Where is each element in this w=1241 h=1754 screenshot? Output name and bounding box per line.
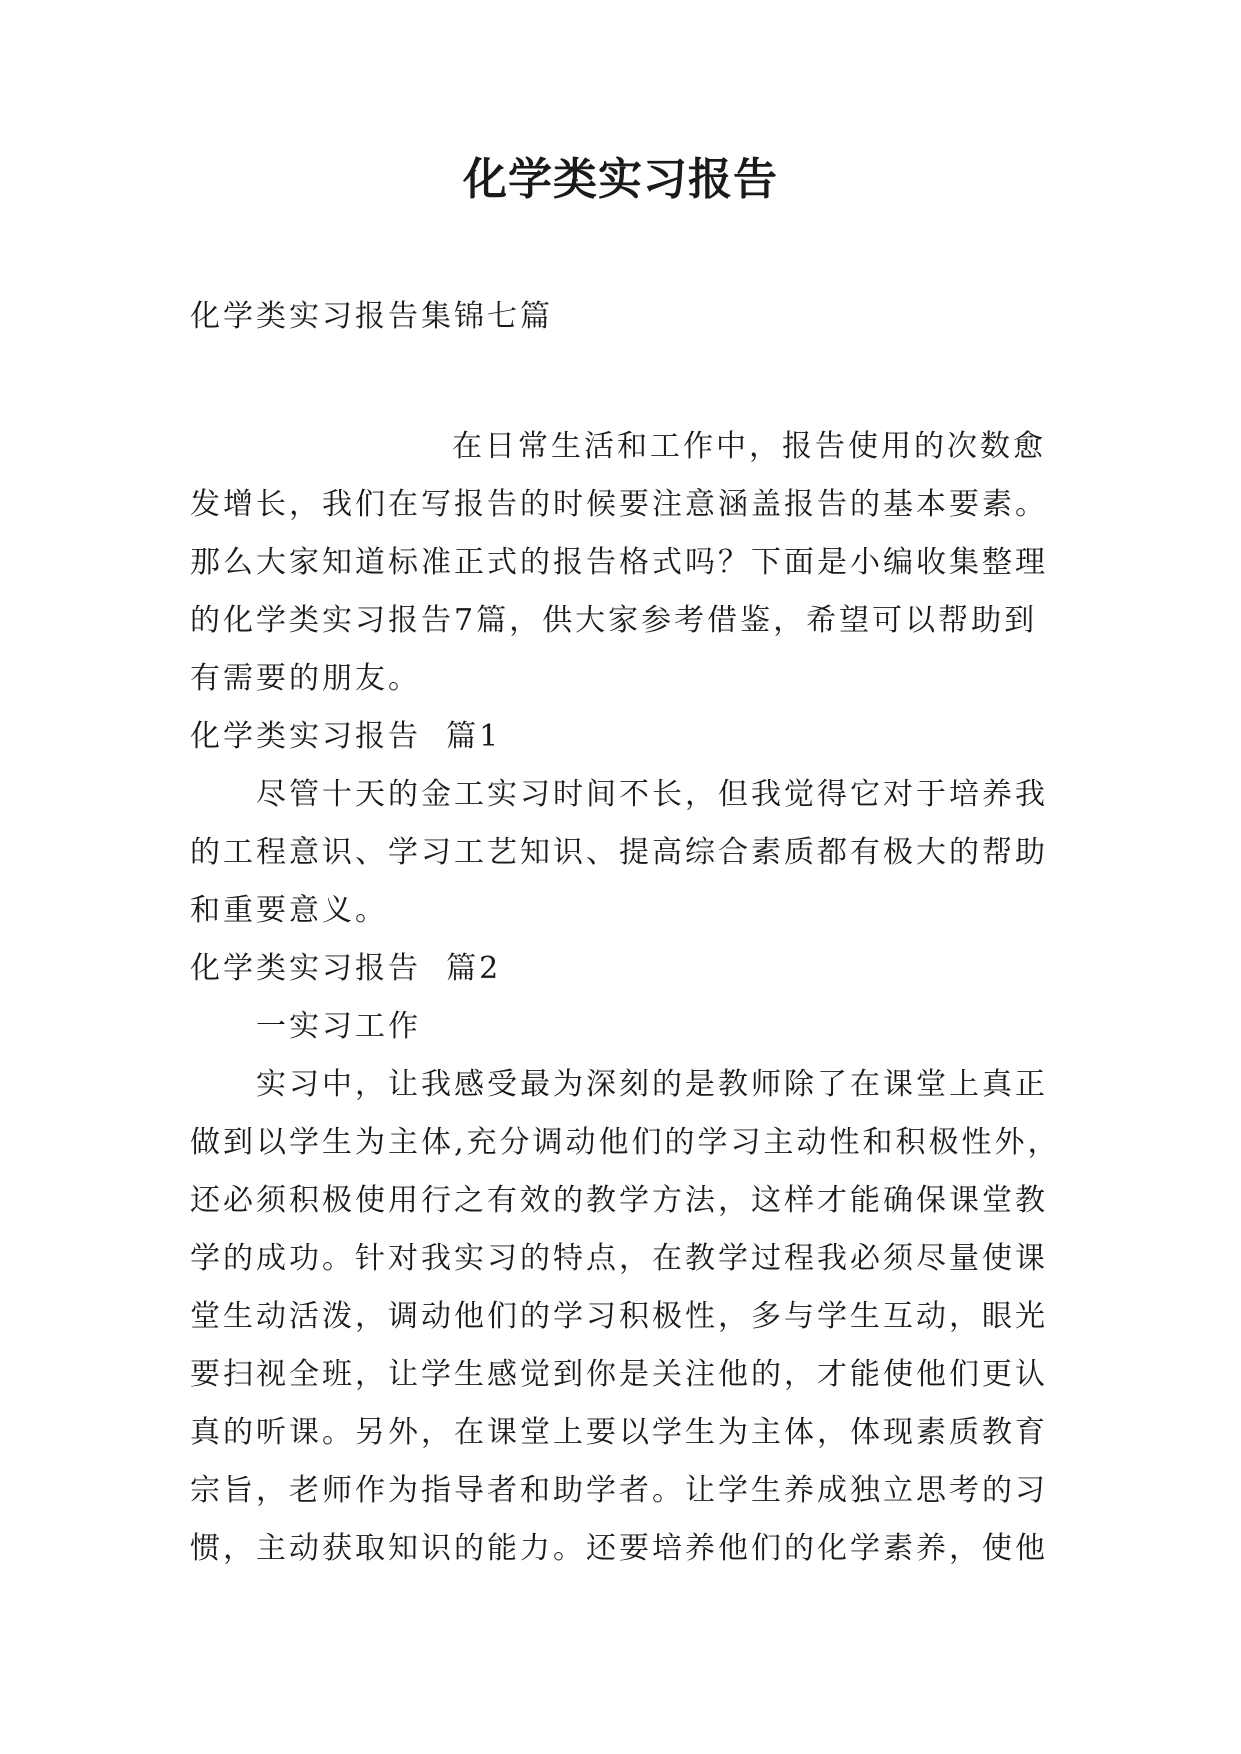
section-1-heading: 化学类实习报告 篇1 [190,719,502,754]
section-1-paragraph: 尽管十天的金工实习时间不长，但我觉得它对于培养我的工程意识、学习工艺知识、提高综合素质都有极大的帮助和重要意义。 [190,777,1048,928]
section-2-paragraph: 实习中，让我感受最为深刻的是教师除了在课堂上真正做到以学生为主体,充分调动他们的学习主动性和积极性外，还必须积极使用行之有效的教学方法，这样才能确保课堂教学的成功。针对我实习的特点，在教学过程我必须尽量使课堂生动活泼，调动他们的学习积极性，多与学生互动，眼光要扫视全班，让学生感觉到你是关注他的，才能使他们更认真的听课。另外，在课堂上要以学生为主体，体现素质教育宗旨，老师作为指导者和助学者。让学生养成独立思考的习惯，主动获取知识的能力。还要培养他们的化学素养，使他 [190,1067,1061,1566]
spacer [190,346,1070,418]
section-2-subheading: 一实习工作 [256,1009,421,1044]
section-2-heading: 化学类实习报告 篇2 [190,951,502,986]
document-body [190,288,1070,1578]
intro-paragraph: 在日常生活和工作中，报告使用的次数愈发增长，我们在写报告的时候要注意涵盖报告的基本要素。那么大家知道标准正式的报告格式吗？下面是小编收集整理的化学类实习报告7篇，供大家参考借鉴，希望可以帮助到有需要的朋友。 [190,429,1048,696]
document-title: 化学类实习报告 [463,154,778,205]
document-subtitle: 化学类实习报告集锦七篇 [190,299,553,334]
